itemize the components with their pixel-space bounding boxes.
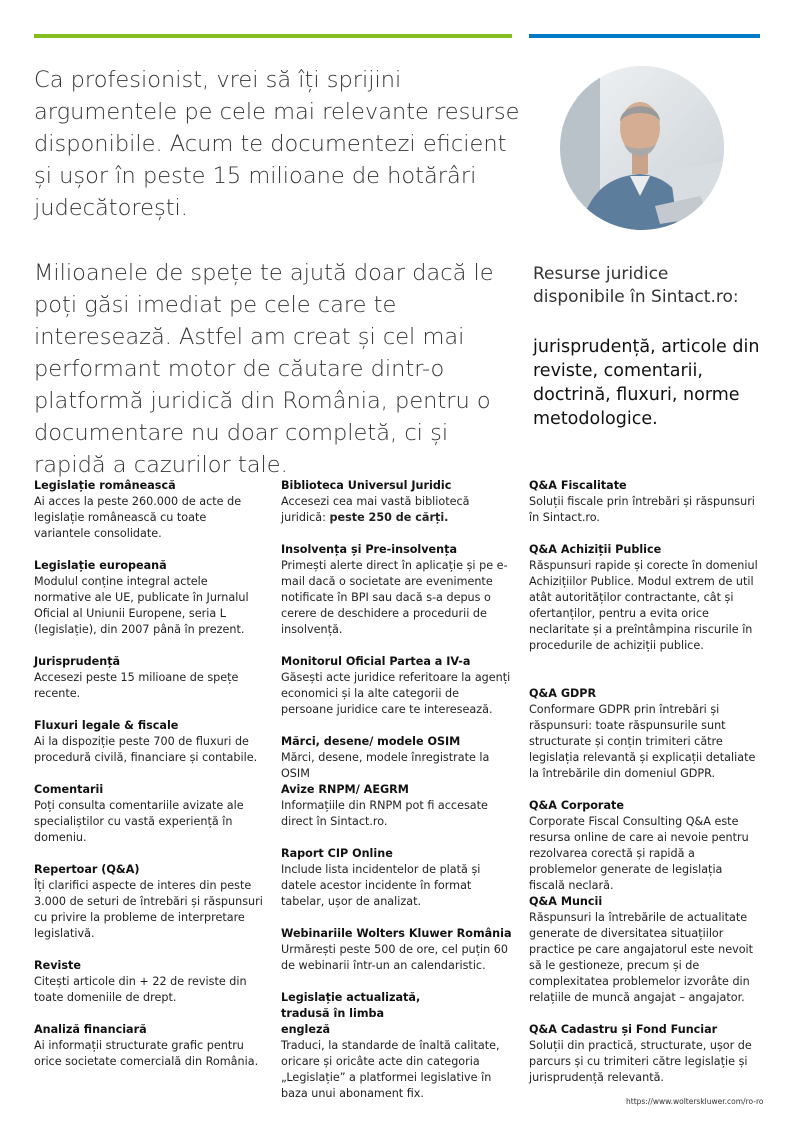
feature-item — [34, 478, 266, 558]
feature-item — [281, 734, 513, 782]
top-accent-bar-blue — [529, 34, 760, 38]
feature-item — [281, 654, 513, 734]
feature-item — [34, 958, 266, 1022]
feature-title: Q&A Corporate — [529, 799, 624, 812]
feature-text: Accesezi peste 15 milioane de spețe recente. — [34, 671, 239, 700]
feature-title: Q&A Fiscalitate — [529, 479, 627, 492]
feature-text: Soluții fiscale prin întrebări și răspunsuri în Sintact.ro. — [529, 495, 755, 524]
feature-title: Legislație românească — [34, 479, 176, 492]
feature-text: Soluții din practică, structurate, ușor de parcurs și cu trimiteri către legislație și jurisprudență relevantă. — [529, 1039, 752, 1084]
feature-item — [529, 1022, 761, 1086]
feature-text: Modulul conține integral actele normative ale UE, publicate în Jurnalul Oficial al Uniunii Europene, seria L (legislație), din 2007 până în prezent. — [34, 575, 249, 636]
feature-title: Analiză financiară — [34, 1023, 147, 1036]
feature-title: Biblioteca Universul Juridic — [281, 479, 452, 492]
feature-text: Ai la dispoziție peste 700 de fluxuri de procedură civilă, financiare și contabile. — [34, 735, 258, 764]
feature-text: Conformare GDPR prin întrebări și răspunsuri: toate răspunsurile sunt structurate și conțin trimiteri către legislația relevantă și explicații detaliate la întrebările din domeniul GDPR. — [529, 703, 756, 780]
feature-item — [281, 990, 513, 1102]
feature-text: Urmărești peste 500 de ore, cel puțin 60 de webinarii într-un an calendaristic. — [281, 943, 509, 972]
feature-item — [529, 542, 761, 686]
feature-item — [281, 926, 513, 990]
feature-text: Mărci, desene, modele înregistrate la OSIM — [281, 751, 490, 780]
feature-title: Reviste — [34, 959, 81, 972]
feature-item — [34, 718, 266, 782]
feature-item — [281, 478, 513, 542]
feature-text: Ai informații structurate grafic pentru orice societate comercială din România. — [34, 1039, 259, 1068]
feature-item — [281, 846, 513, 926]
feature-title: Insolvența și Pre-insolvența — [281, 543, 458, 556]
feature-text: Include lista incidentelor de plată și datele acestor incidente în format tabelar, ușor de analizat. — [281, 863, 481, 908]
feature-title: Q&A GDPR — [529, 687, 597, 700]
feature-title: Q&A Cadastru și Fond Funciar — [529, 1023, 718, 1036]
feature-item — [529, 478, 761, 542]
feature-title: Q&A Muncii — [529, 895, 603, 908]
feature-text: Răspunsuri la întrebările de actualitate generate de diversitatea situațiilor practice pe care angajatorul este nevoit să le gestioneze, precum și de complexitatea problemelor izvorâte din relațiile de muncă angajat – angajator. — [529, 911, 754, 1004]
feature-title: Legislație europeană — [34, 559, 167, 572]
feature-text: Poți consulta comentariile avizate ale specialiștilor cu vastă experiență în domeniu. — [34, 799, 244, 844]
feature-title: Jurisprudență — [34, 655, 121, 668]
feature-text: Ai acces la peste 260.000 de acte de legislație românească cu toate variantele consolidate. — [34, 495, 242, 540]
feature-text: Găsești acte juridice referitoare la agenți economici și la alte categorii de persoane juridice care te interesează. — [281, 671, 511, 716]
feature-text: Răspunsuri rapide și corecte în domeniul Achizițiilor Publice. Modul extrem de util atât autorităților contractante, cât și ofertanților, pentru a evita orice neclaritate și a preîntâmpina riscurile în procedurile de achiziții publice. — [529, 559, 758, 652]
feature-item — [34, 1022, 266, 1070]
feature-item — [34, 782, 266, 862]
professional-photo — [560, 66, 724, 230]
feature-item — [529, 894, 761, 1022]
column-middle — [281, 478, 513, 1102]
feature-text-bold: peste 250 de cărți. — [329, 511, 449, 524]
person-at-laptop-illustration — [560, 66, 724, 230]
top-accent-bar-green — [34, 34, 512, 38]
feature-title: Raport CIP Online — [281, 847, 393, 860]
feature-title: Webinariile Wolters Kluwer România — [281, 927, 512, 940]
feature-text: Corporate Fiscal Consulting Q&A este resursa online de care ai nevoie pentru rezolvarea corectă și rapidă a problemelor generate de legislația fiscală neclară. — [529, 815, 749, 892]
resources-title: Resurse juridice disponibile în Sintact.ro: — [533, 264, 739, 307]
feature-text: Accesezi cea mai vastă bibliotecă juridică: peste 250 de cărți. — [281, 495, 470, 524]
feature-item — [34, 558, 266, 654]
feature-title: Comentarii — [34, 783, 104, 796]
feature-title: Fluxuri legale & fiscale — [34, 719, 179, 732]
feature-item — [34, 862, 266, 958]
feature-title: Repertoar (Q&A) — [34, 863, 140, 876]
intro-paragraph-1: Ca profesionist, vrei să îți sprijini argumentele pe cele mai relevante resurse disponibile. Acum te documentezi eficient și ușor în peste 15 milioane de hotărâri judecătorești. — [34, 67, 520, 221]
feature-title: Mărci, desene/ modele OSIM — [281, 735, 461, 748]
feature-text: Citești articole din + 22 de reviste din toate domeniile de drept. — [34, 975, 247, 1004]
feature-item — [281, 782, 513, 846]
footer-url[interactable]: https://www.wolterskluwer.com/ro-ro — [626, 1097, 764, 1106]
feature-title: Q&A Achiziții Publice — [529, 543, 662, 556]
feature-title: Monitorul Oficial Partea a IV-a — [281, 655, 471, 668]
feature-text: Primești alerte direct în aplicație și pe e-mail dacă o societate are evenimente notificate în BPI sau dacă s-a depus o cerere de deschidere a procedurii de insolvență. — [281, 559, 508, 636]
feature-title: Legislație actualizată, tradusă în limba engleză — [281, 991, 421, 1036]
resources-list: jurisprudență, articole din reviste, comentarii, doctrină, fluxuri, norme metodologice. — [533, 337, 760, 429]
feature-text: Îți clarifici aspecte de interes din peste 3.000 de seturi de întrebări și răspunsuri cu privire la probleme de interpretare legislativă. — [34, 879, 263, 940]
feature-item — [529, 686, 761, 798]
feature-item — [529, 798, 761, 894]
column-right — [529, 478, 761, 1086]
feature-text: Informațiile din RNPM pot fi accesate direct în Sintact.ro. — [281, 799, 488, 828]
feature-title: Avize RNPM/ AEGRM — [281, 783, 409, 796]
feature-item — [34, 654, 266, 718]
column-left — [34, 478, 266, 1070]
feature-text: Traduci, la standarde de înaltă calitate, oricare și oricâte acte din categoria „Legislație” a platformei legislative în baza unui abonament fix. — [281, 1039, 500, 1100]
intro-paragraph-2: Milioanele de spețe te ajută doar dacă le poți găsi imediat pe cele care te interesează. Astfel am creat și cel mai performant motor de căutare dintr-o platformă juridică din România, pentru o documentare nu doar completă, ci și rapidă a cazurilor tale. — [34, 260, 494, 478]
feature-item — [281, 542, 513, 654]
